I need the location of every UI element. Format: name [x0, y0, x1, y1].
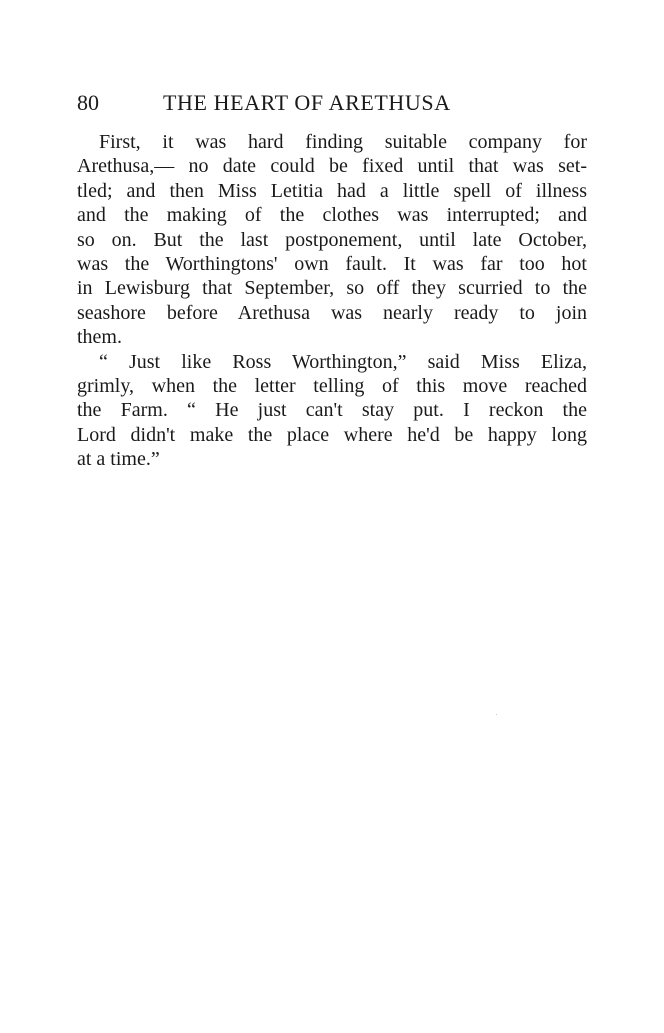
page-number: 80: [77, 90, 99, 115]
text-line: the Farm. “ He just can't stay put. I reckon the: [77, 399, 587, 422]
text-line: grimly, when the letter telling of this move reached: [77, 374, 587, 397]
text-line: seashore before Arethusa was nearly ready to join: [77, 301, 587, 324]
text-line: in Lewisburg that September, so off they scurried to the: [77, 277, 587, 300]
text-line: and the making of the clothes was interrupted; and: [77, 204, 587, 227]
running-head: [77, 88, 587, 118]
text-line: Lord didn't make the place where he'd be happy long: [77, 423, 587, 446]
text-line: at a time.”: [77, 448, 160, 471]
text-line: First, it was hard finding suitable company for: [99, 131, 587, 153]
text-line: so on. But the last postponement, until late October,: [77, 228, 587, 251]
text-line: Arethusa,— no date could be fixed until that was set-: [77, 155, 587, 178]
text-line: “ Just like Ross Worthington,” said Miss Eliza,: [99, 350, 587, 373]
text-line: tled; and then Miss Letitia had a little spell of illness: [77, 179, 587, 202]
body-text: [77, 130, 587, 471]
text-line: them.: [77, 326, 122, 349]
text-line: was the Worthingtons' own fault. It was far too hot: [77, 252, 587, 275]
paper-speck: [496, 714, 497, 715]
running-title: THE HEART OF ARETHUSA: [163, 90, 451, 115]
